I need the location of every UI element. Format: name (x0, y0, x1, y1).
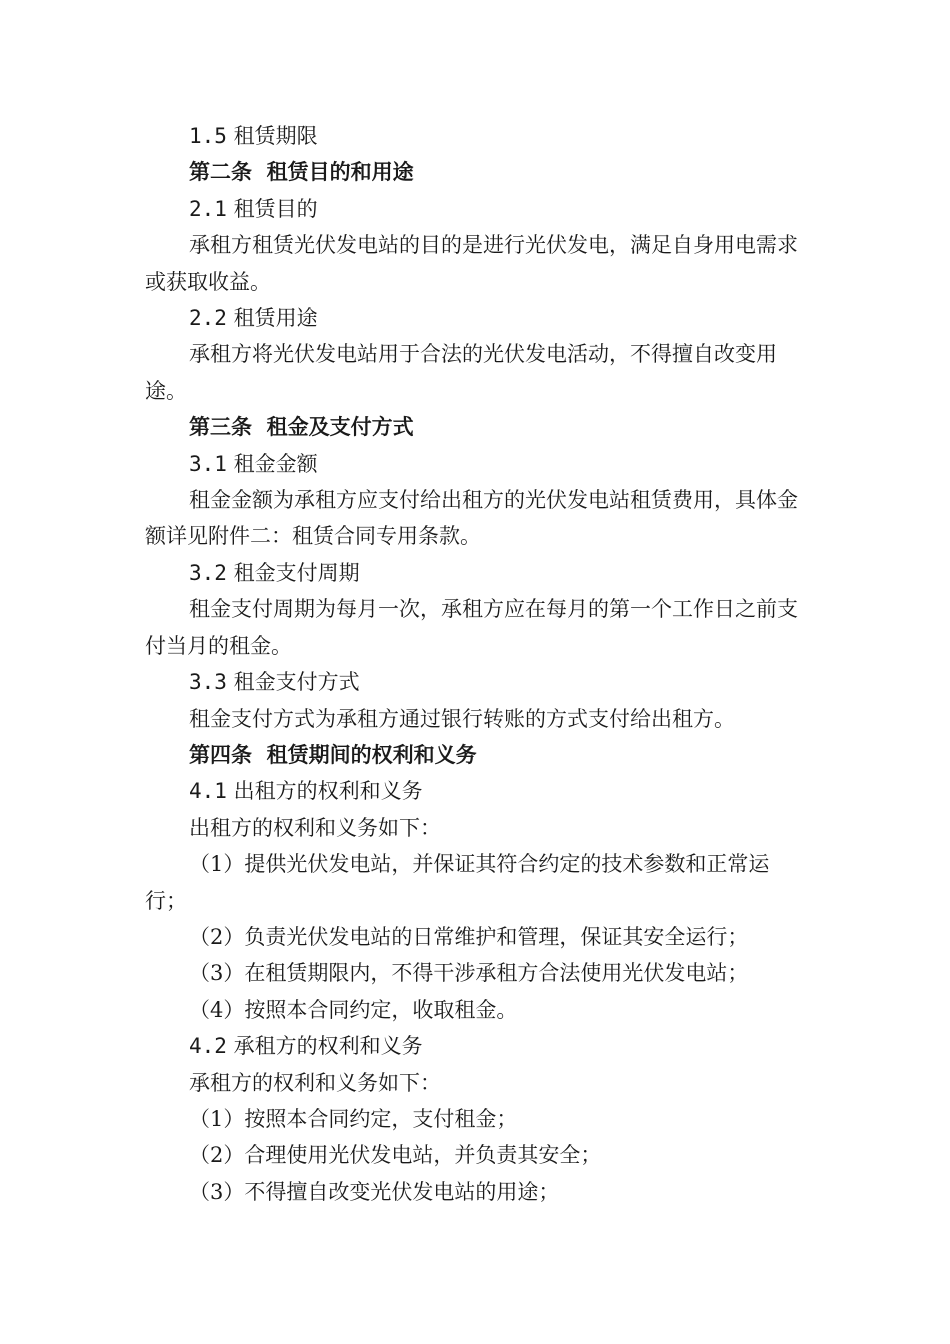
section-1-5-title (145, 118, 810, 154)
list-item: （3）在租赁期限内，不得干涉承租方合法使用光伏发电站； (189, 961, 749, 986)
section-number: 3.1 (189, 451, 227, 476)
section-number: 4.1 (189, 779, 227, 804)
section-3-2-title (145, 555, 810, 591)
section-title: 租赁期限 (233, 124, 318, 148)
paragraph: 承租方的权利和义务如下： (189, 1070, 441, 1095)
list-item: （3）不得擅自改变光伏发电站的用途； (189, 1179, 560, 1204)
section-number: 4.2 (189, 1034, 227, 1059)
section-2-2-title (145, 300, 810, 336)
section-title: 承租方的权利和义务 (233, 1034, 423, 1059)
section-4-2-title (145, 1028, 810, 1064)
section-title: 租金金额 (233, 451, 318, 476)
section-title: 租金支付周期 (233, 560, 360, 585)
section-title: 出租方的权利和义务 (233, 779, 423, 804)
article-4-heading: 第四条 租赁期间的权利和义务 (189, 742, 477, 767)
list-item: （4）按照本合同约定，收取租金。 (189, 997, 518, 1022)
section-3-3-title (145, 664, 810, 700)
paragraph: 承租方将光伏发电站用于合法的光伏发电活动，不得擅自改变用途。 (145, 342, 777, 403)
section-number: 2.1 (189, 196, 227, 221)
section-2-1-title (145, 191, 810, 227)
list-item: （1）提供光伏发电站，并保证其符合约定的技术参数和正常运行； (145, 852, 770, 913)
document-body (145, 118, 810, 1210)
section-4-1-title (145, 773, 810, 809)
section-number: 1.5 (189, 124, 227, 148)
section-number: 3.3 (189, 670, 227, 695)
section-3-1-title (145, 446, 810, 482)
article-2-heading: 第二条 租赁目的和用途 (189, 160, 414, 185)
section-number: 2.2 (189, 306, 227, 331)
paragraph: 租金支付方式为承租方通过银行转账的方式支付给出租方。 (189, 706, 735, 731)
paragraph: 承租方租赁光伏发电站的目的是进行光伏发电，满足自身用电需求或获取收益。 (145, 233, 798, 294)
paragraph: 租金支付周期为每月一次，承租方应在每月的第一个工作日之前支付当月的租金。 (145, 597, 798, 658)
section-number: 3.2 (189, 560, 227, 585)
section-title: 租赁用途 (233, 306, 318, 331)
list-item: （2）合理使用光伏发电站，并负责其安全； (189, 1143, 602, 1168)
paragraph: 租金金额为承租方应支付给出租方的光伏发电站租赁费用，具体金额详见附件二：租赁合同专用条款。 (145, 488, 798, 549)
article-3-heading: 第三条 租金及支付方式 (189, 415, 414, 440)
list-item: （1）按照本合同约定，支付租金； (189, 1106, 518, 1131)
section-title: 租金支付方式 (233, 670, 360, 695)
section-title: 租赁目的 (233, 196, 318, 221)
paragraph: 出租方的权利和义务如下： (189, 815, 441, 840)
list-item: （2）负责光伏发电站的日常维护和管理，保证其安全运行； (189, 924, 749, 949)
